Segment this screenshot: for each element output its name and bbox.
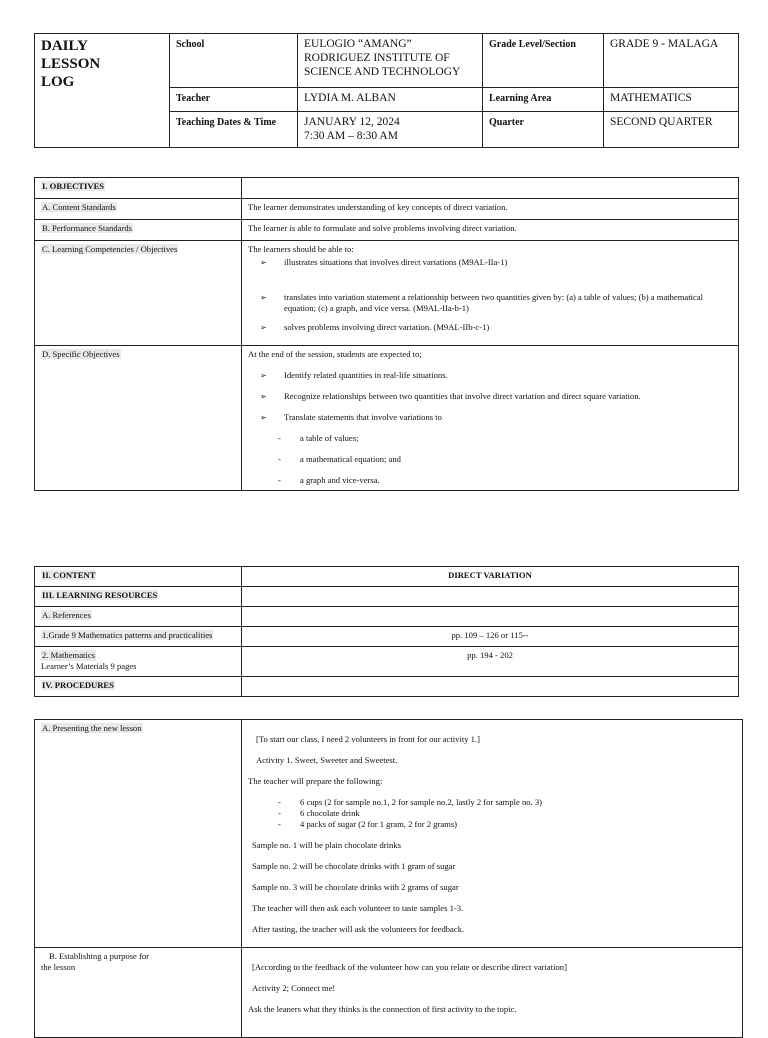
procedures-heading: IV. PROCEDURES	[42, 680, 114, 690]
purpose-intro: [According to the feedback of the volunteer how can you relate or describe direct variation]	[252, 962, 567, 972]
teacher-value: LYDIA M. ALBAN	[298, 88, 483, 112]
log-title-cell	[35, 34, 170, 148]
presenting-activity: Activity 1. Sweet, Sweeter and Sweetest.	[256, 755, 398, 765]
list-item: - 4 packs of sugar (2 for 1 gram, 2 for 2 grams)	[278, 819, 736, 830]
procedures-heading-cell	[35, 677, 242, 697]
content-standards-label-cell	[35, 199, 242, 220]
procedures-blank	[242, 677, 739, 697]
performance-standards-label-cell	[35, 220, 242, 241]
school-label: School	[176, 39, 205, 50]
quarter-label: Quarter	[489, 117, 524, 128]
grade-label-cell	[483, 34, 604, 88]
list-item: ➢ illustrates situations that involves direct variations (M9AL-IIa-1)	[256, 257, 732, 268]
ref2-label-line1: 2. Mathematics	[42, 650, 95, 660]
specific-list	[248, 370, 732, 423]
presenting-cell	[242, 720, 743, 948]
references-blank	[242, 607, 739, 627]
ref1-label: 1.Grade 9 Mathematics patterns and practicalities	[42, 630, 213, 640]
purpose-activity: Activity 2; Connect me!	[252, 983, 336, 993]
school-value: EULOGIO “AMANG” RODRIGUEZ INSTITUTE OF SCIENCE AND TECHNOLOGY	[298, 34, 483, 88]
area-label: Learning Area	[489, 93, 552, 104]
grade-label: Grade Level/Section	[489, 39, 576, 50]
quarter-value: SECOND QUARTER	[604, 112, 739, 148]
dates-value-cell	[298, 112, 483, 148]
specific-objectives-cell	[242, 346, 739, 491]
log-title: DAILY LESSON LOG	[41, 38, 101, 90]
list-item: ➢ Recognize relationships between two quantities that involve direct variation and direct square variation.	[256, 391, 732, 402]
content-standards-label: A. Content Standards	[42, 202, 116, 212]
resources-blank	[242, 587, 739, 607]
sample-1: Sample no. 1 will be plain chocolate drinks	[252, 840, 401, 850]
date-value: JANUARY 12, 2024	[304, 116, 400, 128]
ref2-value: pp. 194 - 202	[242, 647, 739, 677]
teacher-label-cell	[170, 88, 298, 112]
objectives-heading: I. OBJECTIVES	[42, 181, 105, 191]
list-item: - a table of values;	[278, 433, 732, 444]
ref1-value: pp. 109 – 126 or 115--	[242, 627, 739, 647]
materials-list	[248, 797, 736, 830]
list-item: ➢ Translate statements that involve variations to	[256, 412, 732, 423]
resources-heading-cell	[35, 587, 242, 607]
specific-sub-list	[248, 433, 732, 486]
grade-value: GRADE 9 - MALAGA	[604, 34, 739, 88]
presenting-intro: [To start our class, I need 2 volunteers in front for our activity 1.]	[256, 734, 480, 744]
area-value: MATHEMATICS	[604, 88, 739, 112]
specific-intro: At the end of the session, students are expected to;	[248, 349, 422, 359]
sample-3: Sample no. 3 will be chocolate drinks with 2 grams of sugar	[252, 882, 459, 892]
content-heading-cell	[35, 567, 242, 587]
dates-label: Teaching Dates & Time	[176, 117, 277, 128]
taste-instruction: The teacher will then ask each volunteer to taste samples 1-3.	[252, 903, 464, 913]
content-topic: DIRECT VARIATION	[242, 567, 739, 587]
competencies-label-cell	[35, 241, 242, 346]
content-standards-text: The learner demonstrates understanding of key concepts of direct variation.	[242, 199, 739, 220]
objectives-heading-blank	[242, 178, 739, 199]
ref2-label-cell	[35, 647, 242, 677]
list-item: - 6 cups (2 for sample no.1, 2 for sample no.2, lastly 2 for sample no. 3)	[278, 797, 736, 808]
competencies-cell	[242, 241, 739, 346]
list-item: ➢ solves problems involving direct variation. (M9AL-IIb-c-1)	[256, 322, 732, 333]
specific-objectives-label-cell	[35, 346, 242, 491]
resources-heading: III. LEARNING RESOURCES	[42, 590, 158, 600]
purpose-ask: Ask the leaners what they thinks is the connection of first activity to the topic.	[248, 1004, 517, 1014]
content-heading: II. CONTENT	[42, 570, 96, 580]
presenting-prepare: The teacher will prepare the following:	[248, 776, 383, 786]
purpose-cell	[242, 948, 743, 1038]
references-label-cell	[35, 607, 242, 627]
dates-label-cell	[170, 112, 298, 148]
references-label: A. References	[42, 610, 91, 620]
competencies-label: C. Learning Competencies / Objectives	[42, 244, 178, 254]
ref2-label-line2: Learner’s Materials 9 pages	[41, 661, 137, 671]
purpose-label-line2: the lesson	[41, 962, 76, 972]
purpose-label-cell	[35, 948, 242, 1038]
area-label-cell	[483, 88, 604, 112]
time-value: 7:30 AM – 8:30 AM	[304, 130, 398, 142]
quarter-label-cell	[483, 112, 604, 148]
performance-standards-text: The learner is able to formulate and solve problems involving direct variation.	[242, 220, 739, 241]
list-item: ➢ translates into variation statement a relationship between two quantities given by: (a) a table of values; (b) a mathematical equation; (c) a graph, and vice versa. (M9AL-IIa-b-1)	[256, 292, 732, 314]
competencies-intro: The learners should be able to:	[248, 244, 354, 254]
performance-standards-label: B. Performance Standards	[42, 223, 132, 233]
objectives-heading-cell	[35, 178, 242, 199]
content-table	[34, 566, 739, 697]
objectives-table	[34, 177, 739, 491]
list-item: - a mathematical equation; and	[278, 454, 732, 465]
list-item: ➢ Identify related quantities in real-life situations.	[256, 370, 732, 381]
teacher-label: Teacher	[176, 93, 211, 104]
presenting-label-cell	[35, 720, 242, 948]
presenting-label: A. Presenting the new lesson	[42, 723, 142, 733]
purpose-label-line1: B. Establishing a purpose for	[49, 951, 150, 961]
procedures-table	[34, 719, 743, 1038]
sample-2: Sample no. 2 will be chocolate drinks with 1 gram of sugar	[252, 861, 456, 871]
list-item: - 6 chocolate drink	[278, 808, 736, 819]
specific-objectives-label: D. Specific Objectives	[42, 349, 120, 359]
competencies-list	[248, 257, 732, 333]
school-label-cell	[170, 34, 298, 88]
header-table	[34, 33, 739, 148]
after-tasting: After tasting, the teacher will ask the volunteers for feedback.	[252, 924, 465, 934]
list-item: - a graph and vice-versa.	[278, 475, 732, 486]
ref1-label-cell	[35, 627, 242, 647]
